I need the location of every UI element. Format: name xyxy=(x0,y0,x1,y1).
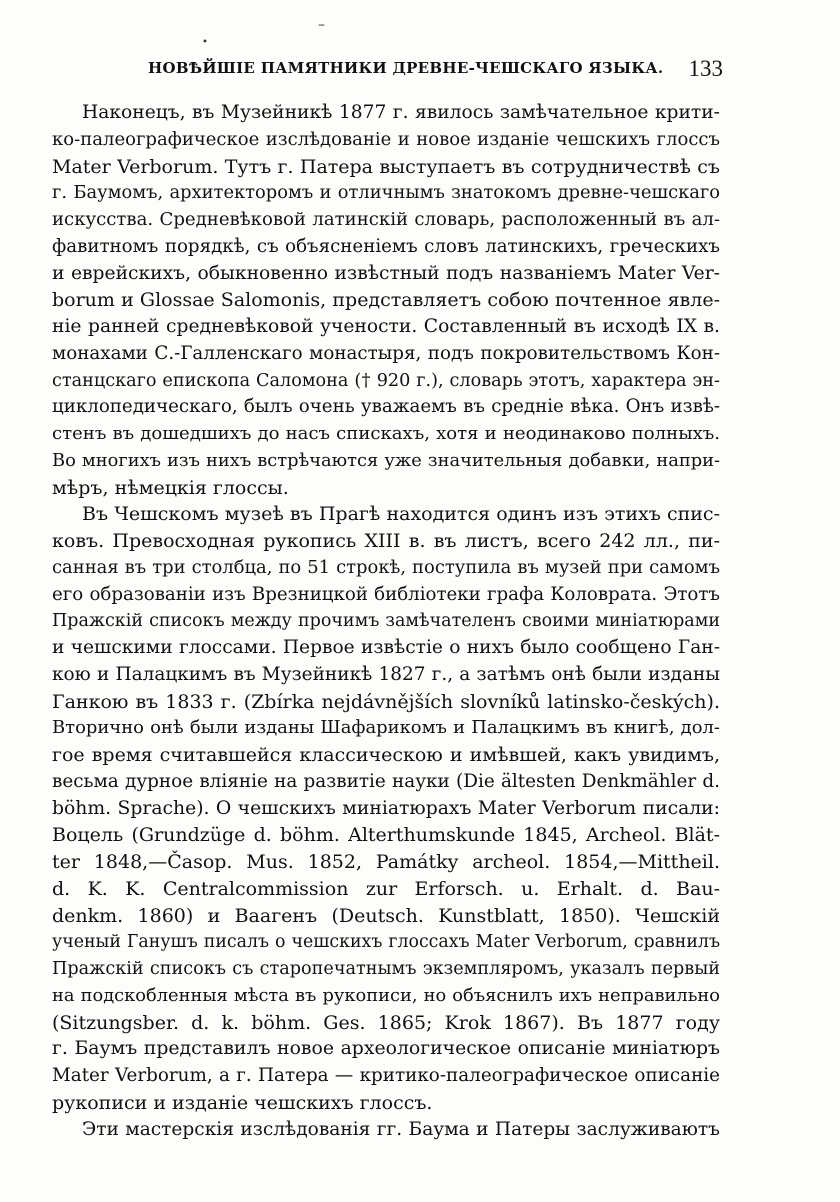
text-line: мѣръ, нѣмецкія глоссы. xyxy=(52,476,289,499)
text-line: ученый Ганушъ писалъ о чешскихъ глоссахъ Mater Verborum, сравнилъ xyxy=(52,932,720,953)
text-line: рукописи и изданіе чешскихъ глоссъ. xyxy=(52,1091,433,1114)
text-line: ter 1848,—Časop. Mus. 1852, Památky archeol. 1854,—Mittheil. xyxy=(52,851,720,873)
text-line: Воцель (Grundzüge d. böhm. Alterthumskunde 1845, Archeol. Blät- xyxy=(52,824,720,847)
top-dash-mark: – xyxy=(318,17,325,33)
text-line: Вторично онѣ были изданы Шафарикомъ и Палацкимъ въ книгѣ, дол- xyxy=(52,717,720,739)
text-line: г. Баумомъ, архитекторомъ и отличнымъ знатокомъ древне-чешскаго xyxy=(52,182,720,204)
text-line: Въ Чешскомъ музеѣ въ Прагѣ находится одинъ изъ этихъ спис- xyxy=(82,503,720,526)
text-line: ковъ. Превосходная рукопись XIII в. въ листъ, всего 242 лл., пи- xyxy=(52,530,720,552)
text-line: denkm. 1860) и Ваагенъ (Deutsch. Kunstblatt, 1850). Чешскій xyxy=(52,904,720,927)
top-dot-mark: • xyxy=(202,37,208,48)
page-number: 133 xyxy=(688,56,723,81)
text-line: гое время считавшейся классическою и имѣвшей, какъ увидимъ, xyxy=(52,744,720,766)
text-line: böhm. Sprache). О чешскихъ миніатюрахъ Mater Verborum писали: xyxy=(52,797,720,819)
text-line: Наконецъ, въ Музейникѣ 1877 г. явилось замѣчательное крити- xyxy=(82,102,720,123)
text-line: и еврейскихъ, обыкновенно извѣстный подъ названіемъ Mater Ver- xyxy=(52,262,720,284)
text-line: d. K. K. Centralcommission zur Erforsch. u. Erhalt. d. Bau- xyxy=(52,877,720,900)
text-line: ко-палеографическое изслѣдованіе и новое изданіе чешскихъ глоссъ xyxy=(52,128,720,150)
page-header xyxy=(148,56,723,85)
text-line: г. Баумъ представилъ новое археологическое описаніе миніатюръ xyxy=(52,1038,720,1060)
text-line: Mater Verborum. Тутъ г. Патера выступаетъ въ сотрудничествѣ съ xyxy=(52,155,720,178)
text-line: Пражскій списокъ между прочимъ замѣчателенъ своими миніатюрами xyxy=(52,611,720,632)
text-line: (Sitzungsber. d. k. böhm. Ges. 1865; Krok 1867). Въ 1877 году xyxy=(52,1011,720,1034)
text-line: кою и Палацкимъ въ Музейникѣ 1827 г., а затѣмъ онѣ были изданы xyxy=(52,663,720,685)
text-line: монахами С.-Галленскаго монастыря, подъ покровительствомъ Кон- xyxy=(52,342,720,364)
text-line: Эти мастерскія изслѣдованія гг. Баума и Патеры заслуживаютъ xyxy=(82,1118,720,1140)
text-line: Mater Verborum, а г. Патера — критико-палеографическое описаніе xyxy=(52,1065,720,1086)
text-line: ніе ранней средневѣковой учености. Составленный въ исходѣ IX в. xyxy=(52,316,720,337)
text-line: и чешскими глоссами. Первое извѣстіе о нихъ было сообщено Ган- xyxy=(52,637,720,658)
body-text xyxy=(52,100,720,1143)
text-line: borum и Glossae Salomonis, представляетъ собою почтенное явле- xyxy=(52,289,720,312)
text-line: Во многихъ изъ нихъ встрѣчаются уже значительныя добавки, напри- xyxy=(52,449,720,471)
text-line: его образованіи изъ Врезницкой библіотеки графа Коловрата. Этотъ xyxy=(52,583,720,605)
text-line: искусства. Средневѣковой латинскій словарь, расположенный въ ал- xyxy=(52,209,720,230)
text-line: санная въ три столбца, по 51 строкѣ, поступила въ музей при самомъ xyxy=(52,556,720,578)
text-line: фавитномъ порядкѣ, съ объясненіемъ словъ латинскихъ, греческихъ xyxy=(52,235,720,257)
text-line: станцскаго епископа Саломона († 920 г.), словарь этотъ, характера эн- xyxy=(52,370,720,391)
text-line: Пражскій списокъ съ старопечатнымъ экземпляромъ, указалъ первый xyxy=(52,959,720,979)
text-line: весьма дурное вліяніе на развитіе науки (Die ältesten Denkmähler d. xyxy=(52,770,720,792)
text-line: Ганкою въ 1833 г. (Zbírka nejdávnějších slovníků latinsko-českých). xyxy=(52,690,720,713)
text-line: стенъ въ дошедшихъ до насъ спискахъ, хотя и неодинаково полныхъ. xyxy=(52,423,720,444)
text-line: на подскобленныя мѣста въ рукописи, но объяснилъ ихъ неправильно xyxy=(52,984,720,1006)
text-line: циклопедическаго, былъ очень уважаемъ въ средніе вѣка. Онъ извѣ- xyxy=(52,396,720,418)
running-title: НОВѢЙШІЕ ПАМЯТНИКИ ДРЕВНЕ-ЧЕШСКАГО ЯЗЫКА. xyxy=(148,59,664,77)
